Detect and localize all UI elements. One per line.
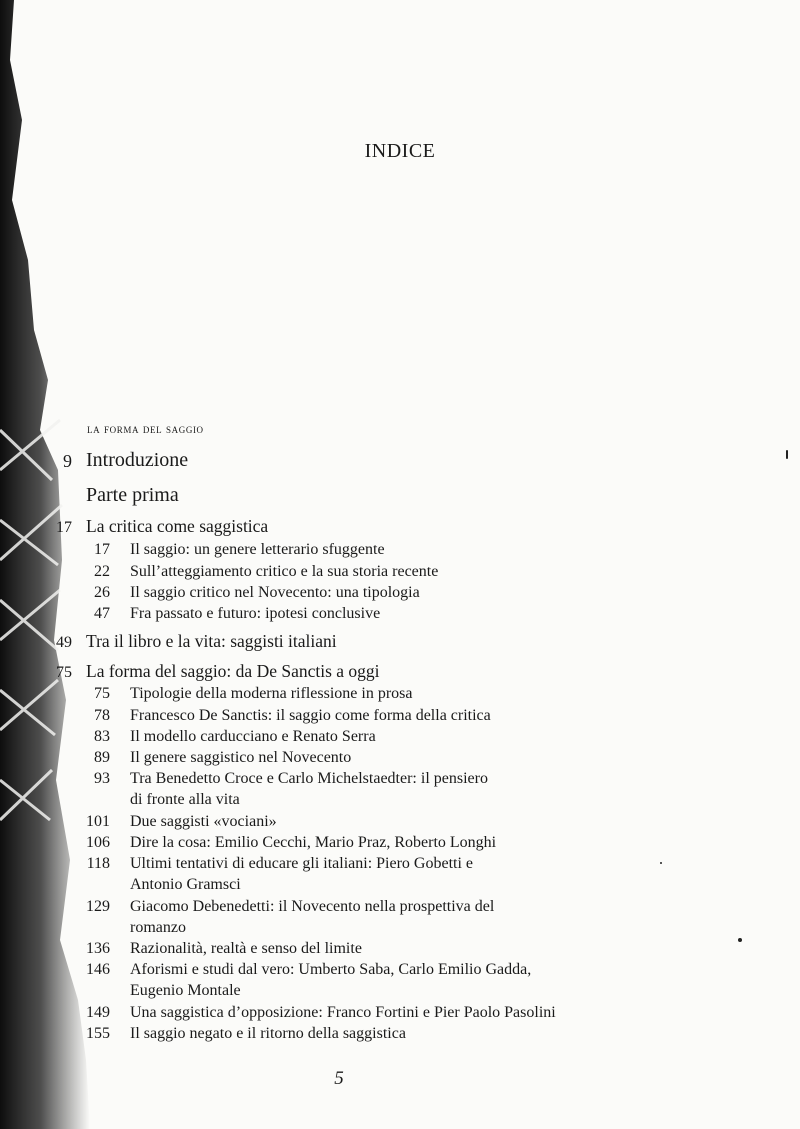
toc-title: Il saggio critico nel Novecento: una tipologia	[130, 584, 420, 601]
toc-page-number: 75	[94, 685, 110, 702]
toc-page-number: 78	[94, 707, 110, 724]
toc-page-number: 83	[94, 728, 110, 745]
page-title: INDICE	[364, 140, 436, 162]
toc-page-number: 75	[56, 664, 72, 681]
toc-title: La critica come saggistica	[86, 516, 269, 536]
toc-title: Eugenio Montale	[130, 982, 241, 999]
toc-page-number: 49	[56, 634, 72, 651]
toc-title: romanzo	[130, 919, 186, 936]
toc-title: Fra passato e futuro: ipotesi conclusive	[130, 605, 381, 622]
toc-page-number: 136	[86, 940, 110, 957]
toc-page-number: 106	[86, 834, 110, 851]
toc-page-number: 26	[94, 584, 110, 601]
toc-title: Tra il libro e la vita: saggisti italiani	[86, 631, 337, 651]
page-number-folio: 5	[334, 1068, 344, 1089]
toc-title: Razionalità, realtà e senso del limite	[130, 940, 362, 957]
toc-page-number: 47	[94, 605, 110, 622]
toc-title: Dire la cosa: Emilio Cecchi, Mario Praz, Roberto Longhi	[130, 834, 497, 851]
toc-title: Il genere saggistico nel Novecento	[130, 749, 352, 766]
toc-title: Due saggisti «vociani»	[130, 813, 277, 830]
toc-page-number: 118	[86, 855, 110, 872]
toc-title: Una saggistica d’opposizione: Franco Fortini e Pier Paolo Pasolini	[130, 1004, 556, 1021]
toc-page-number: 146	[86, 961, 110, 978]
toc-title: Tipologie della moderna riflessione in prosa	[130, 685, 413, 702]
toc-title: Giacomo Debenedetti: il Novecento nella prospettiva del	[130, 898, 495, 915]
toc-title: Il saggio: un genere letterario sfuggente	[130, 541, 385, 558]
toc-title: Il modello carducciano e Renato Serra	[130, 728, 376, 745]
scan-speck	[786, 450, 788, 459]
toc-page-number: 101	[86, 813, 110, 830]
toc-title: Ultimi tentativi di educare gli italiani: Piero Gobetti e	[130, 855, 474, 872]
scan-speck	[738, 938, 742, 942]
toc-page-number: 17	[94, 541, 110, 558]
toc-page-number: 149	[86, 1004, 110, 1021]
toc-page-number: 9	[63, 451, 72, 471]
toc-title: Francesco De Sanctis: il saggio come forma della critica	[130, 707, 491, 724]
toc-page-number: 129	[86, 898, 110, 915]
toc-title: Sull’atteggiamento critico e la sua storia recente	[130, 563, 439, 580]
section-label: la forma del saggio	[87, 421, 204, 436]
toc-page-number: 89	[94, 749, 110, 766]
toc-title: Tra Benedetto Croce e Carlo Michelstaedter: il pensiero	[130, 770, 488, 787]
toc-title: Parte prima	[86, 484, 179, 506]
toc-page-number: 93	[94, 770, 110, 787]
toc-page-number: 22	[94, 563, 110, 580]
toc-page-number: 155	[86, 1025, 110, 1042]
toc-title: Il saggio negato e il ritorno della saggistica	[130, 1025, 406, 1042]
scan-speck	[660, 862, 662, 864]
toc-title: Introduzione	[86, 449, 189, 471]
toc-title: Aforismi e studi dal vero: Umberto Saba, Carlo Emilio Gadda,	[130, 961, 532, 978]
toc-title: La forma del saggio: da De Sanctis a oggi	[86, 661, 380, 681]
toc-title: di fronte alla vita	[130, 791, 240, 808]
toc-page-number: 17	[56, 519, 72, 536]
toc-title: Antonio Gramsci	[130, 876, 241, 893]
